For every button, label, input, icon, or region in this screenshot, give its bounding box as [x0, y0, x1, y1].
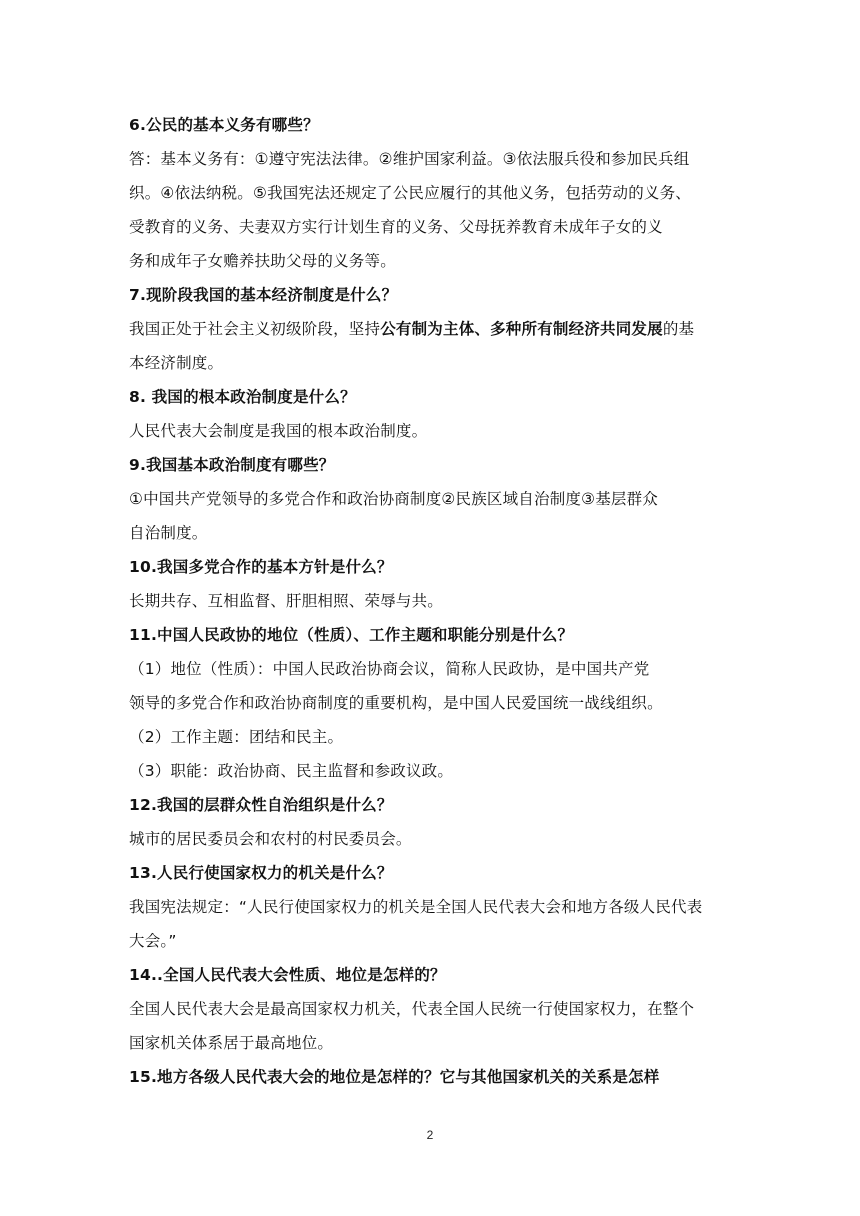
question-10-title: 10.我国多党合作的基本方针是什么？: [129, 558, 393, 576]
answer-13-line-1: 我国宪法规定：“人民行使国家权力的机关是全国人民代表大会和地方各级人民代表: [129, 898, 703, 916]
answer-6-line-3: 受教育的义务、夫妻双方实行计划生育的义务、父母抚养教育未成年子女的义: [129, 218, 663, 236]
answer-12-line-1: 城市的居民委员会和农村的村民委员会。: [129, 830, 412, 848]
answer-14-line-2: 国家机关体系居于最高地位。: [129, 1034, 334, 1052]
answer-13-line-2: 大会。”: [129, 932, 177, 950]
answer-9-line-1: ①中国共产党领导的多党合作和政治协商制度②民族区域自治制度③基层群众: [129, 490, 658, 508]
answer-11-line-4: （3）职能：政治协商、民主监督和参政议政。: [129, 762, 454, 780]
answer-7-text-pre: 我国正处于社会主义初级阶段，坚持: [129, 320, 381, 338]
question-7-title: 7.现阶段我国的基本经济制度是什么？: [129, 286, 398, 304]
answer-7-line-2: 本经济制度。: [129, 354, 224, 372]
answer-7-text-post: 的基: [662, 320, 695, 338]
question-8-title: 8. 我国的根本政治制度是什么？: [129, 388, 356, 406]
answer-14-line-1: 全国人民代表大会是最高国家权力机关，代表全国人民统一行使国家权力，在整个: [129, 1000, 695, 1018]
question-12-title: 12.我国的层群众性自治组织是什么？: [129, 796, 393, 814]
question-11-title: 11.中国人民政协的地位（性质）、工作主题和职能分别是什么？: [129, 626, 574, 644]
question-13-title: 13.人民行使国家权力的机关是什么？: [129, 864, 393, 882]
question-15-title: 15.地方各级人民代表大会的地位是怎样的？它与其他国家机关的关系是怎样: [129, 1068, 660, 1086]
question-14-title: 14..全国人民代表大会性质、地位是怎样的？: [129, 966, 446, 984]
answer-6-line-1: 答：基本义务有：①遵守宪法法律。②维护国家利益。③依法服兵役和参加民兵组: [129, 150, 690, 168]
answer-7-bold-text: 公有制为主体、多种所有制经济共同发展: [380, 320, 663, 338]
answer-10-line-1: 长期共存、互相监督、肝胆相照、荣辱与共。: [129, 592, 444, 610]
answer-11-line-2: 领导的多党合作和政治协商制度的重要机构，是中国人民爱国统一战线组织。: [129, 694, 663, 712]
answer-11-line-3: （2）工作主题：团结和民主。: [129, 728, 344, 746]
question-6-title: 6.公民的基本义务有哪些？: [129, 116, 319, 134]
answer-7-line-1: [129, 312, 739, 346]
answer-11-line-1: （1）地位（性质）：中国人民政治协商会议，简称人民政协，是中国共产党: [129, 660, 650, 678]
answer-8-line-1: 人民代表大会制度是我国的根本政治制度。: [129, 422, 428, 440]
document-body: [129, 108, 739, 1094]
page-number: 2: [426, 1128, 434, 1142]
question-9-title: 9.我国基本政治制度有哪些？: [129, 456, 335, 474]
answer-6-line-4: 务和成年子女赡养扶助父母的义务等。: [129, 252, 396, 270]
answer-9-line-2: 自治制度。: [129, 524, 208, 542]
answer-6-line-2: 织。④依法纳税。⑤我国宪法还规定了公民应履行的其他义务，包括劳动的义务、: [129, 184, 691, 202]
